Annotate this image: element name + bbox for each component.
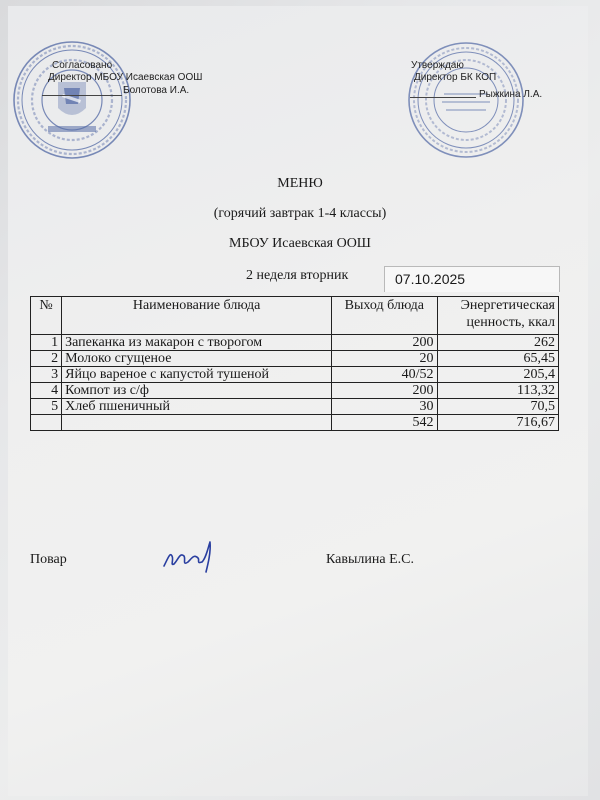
page-title: МЕНЮ [277, 176, 323, 191]
dish-energy: 262 [437, 335, 558, 351]
table-row [31, 351, 559, 367]
dish-yield: 20 [332, 351, 437, 367]
week-day-label: 2 неделя вторник [246, 268, 349, 283]
right-approval-position: Директор БК КОП [414, 72, 497, 83]
row-number: 4 [31, 383, 62, 399]
page-subtitle: (горячий завтрак 1-4 классы) [213, 206, 387, 221]
cook-signature [160, 536, 222, 576]
left-signature-line [42, 95, 122, 96]
dish-yield: 40/52 [332, 367, 437, 383]
row-number: 1 [31, 335, 62, 351]
row-number: 2 [31, 351, 62, 367]
dish-yield: 200 [332, 383, 437, 399]
header-yield: Выход блюда [332, 297, 437, 335]
dish-energy: 70,5 [437, 399, 558, 415]
cook-name: Кавылина Е.С. [326, 552, 414, 567]
right-approval-heading: Утверждаю [411, 60, 464, 71]
header-dish-name: Наименование блюда [62, 297, 332, 335]
right-approval-name: Рыжкина Л.А. [479, 89, 543, 100]
coat-of-arms-icon [58, 82, 86, 115]
total-yield: 542 [332, 415, 437, 431]
table-header-row [31, 297, 559, 335]
menu-table [30, 296, 559, 431]
left-approval-heading: Согласовано [52, 60, 113, 71]
row-number: 3 [31, 367, 62, 383]
dish-yield: 200 [332, 335, 437, 351]
dish-energy: 113,32 [437, 383, 558, 399]
dish-name: Компот из с/ф [62, 383, 332, 399]
header-number: № [31, 297, 62, 335]
dish-name: Молоко сгущеное [62, 351, 332, 367]
row-number: 5 [31, 399, 62, 415]
dish-name: Запеканка из макарон с творогом [62, 335, 332, 351]
dish-yield: 30 [332, 399, 437, 415]
total-energy: 716,67 [437, 415, 558, 431]
header-energy: Энергетическая ценность, ккал [437, 297, 558, 335]
left-school-seal [8, 34, 136, 166]
dish-name: Яйцо вареное с капустой тушеной [62, 367, 332, 383]
table-row [31, 367, 559, 383]
left-approval-name: Болотова И.А. [123, 85, 190, 96]
right-signature-line [410, 97, 476, 98]
right-organization-seal [400, 38, 530, 166]
table-row [31, 399, 559, 415]
left-approval-position: Директор МБОУ Исаевская ООШ [48, 72, 203, 83]
dish-name: Хлеб пшеничный [62, 399, 332, 415]
menu-date: 07.10.2025 [384, 266, 560, 292]
dish-energy: 205,4 [437, 367, 558, 383]
cook-role: Повар [30, 552, 67, 567]
table-total-row [31, 415, 559, 431]
dish-energy: 65,45 [437, 351, 558, 367]
school-name: МБОУ Исаевская ООШ [229, 236, 371, 251]
table-row [31, 335, 559, 351]
table-row [31, 383, 559, 399]
